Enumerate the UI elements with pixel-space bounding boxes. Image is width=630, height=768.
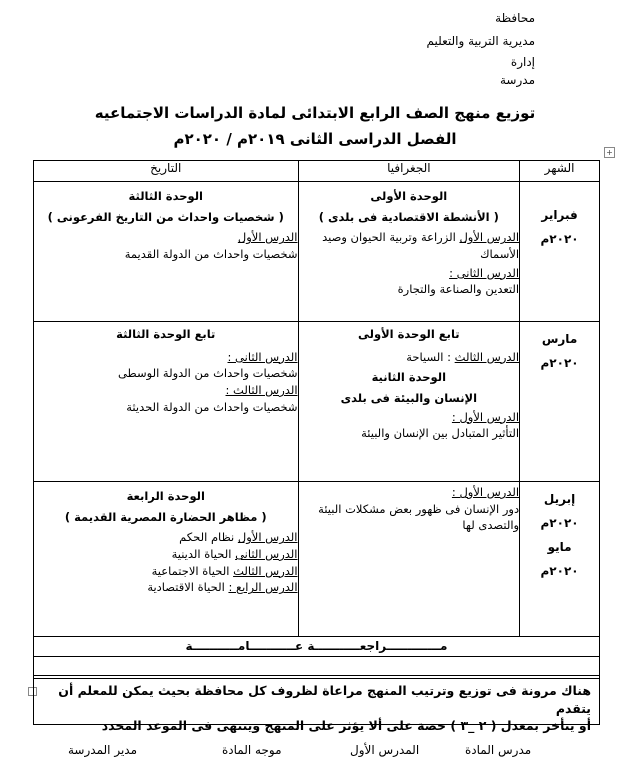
- lesson-label: الدرس الأول: [237, 530, 298, 545]
- unit-subtitle: ( شخصيات واحداث من التاريخ الفرعونى ): [47, 209, 284, 224]
- lesson-text: : السياحة: [406, 349, 451, 364]
- lesson-text: الحياة الدينية: [171, 547, 232, 562]
- year-label: ٢٠٢٠م: [540, 232, 579, 246]
- month-cell: [520, 482, 600, 637]
- review-row: [34, 637, 600, 657]
- lesson-text: شخصيات واحداث من الدولة الحديثة: [126, 399, 298, 414]
- header-geography: الجغرافيا: [298, 161, 520, 182]
- year-label: ٢٠٢٠م: [540, 564, 579, 578]
- geo-cell: [298, 182, 520, 322]
- unit-title: الوحدة الثالثة: [128, 189, 203, 203]
- unit-subtitle: ( مظاهر الحضارة المصرية القديمة ): [64, 509, 267, 524]
- table-row: [34, 482, 600, 637]
- lesson-line: [34, 546, 298, 563]
- signature-teacher: مدرس المادة: [465, 743, 532, 757]
- lesson-label: الدرس الثالث: [233, 563, 298, 578]
- header-month: الشهر: [520, 161, 600, 182]
- month-cell: [520, 182, 600, 322]
- lesson-label: الدرس الثانى :: [227, 349, 298, 364]
- lesson-line: [34, 579, 298, 596]
- lesson-label: الدرس الأول :: [451, 485, 520, 499]
- lesson-line: [299, 349, 520, 366]
- month-label: إبريل: [543, 492, 576, 506]
- table-row: [34, 182, 600, 322]
- lesson-text: دور الإنسان فى ظهور بعض مشكلات البيئة والتصدى لها: [318, 501, 520, 533]
- lesson-label: الدرس الثانى: [235, 547, 298, 562]
- lesson-text: شخصيات واحداث من الدولة الوسطى: [117, 366, 298, 381]
- geo-cell: [298, 482, 520, 637]
- lesson-label: الدرس الأول :: [451, 409, 520, 424]
- note-box: [33, 675, 600, 733]
- curriculum-table: [33, 160, 600, 679]
- lesson-label: الدرس الثانى :: [449, 265, 520, 280]
- unit-title: تابع الوحدة الثالثة: [116, 327, 216, 341]
- unit-subtitle: الإنسان والبيئة فى بلدى: [340, 391, 478, 406]
- header-history: التاريخ: [34, 161, 299, 182]
- review-cell: [34, 637, 600, 657]
- header-governorate: محافظة: [495, 11, 535, 25]
- unit-title: الوحدة الأولى: [370, 189, 448, 203]
- lesson-line: [299, 229, 520, 262]
- lesson-label: الدرس الثالث: [454, 349, 520, 364]
- lesson-label: الدرس الثالث :: [225, 383, 298, 398]
- geo-cell: [298, 322, 520, 482]
- lesson-text: الحياة الاجتماعية: [151, 563, 230, 578]
- history-cell: [34, 322, 299, 482]
- lesson-text: التأثير المتبادل بين الإنسان والبيئة: [361, 426, 520, 441]
- lesson-line: [34, 563, 298, 580]
- lesson-text: نظام الحكم: [179, 530, 235, 545]
- lesson-text: شخصيات واحداث من الدولة القديمة: [124, 247, 298, 262]
- month-cell: [520, 322, 600, 482]
- note-line: هناك مرونة فى توزيع وترتيب المنهج مراعاة لظروف كل محافظة بحيث يمكن للمعلم أن يتقدم: [58, 683, 591, 716]
- table-row: [34, 322, 600, 482]
- page-title: توزيع منهج الصف الرابع الابتدائى لمادة الدراسات الاجتماعيه: [94, 104, 536, 122]
- table-move-handle-icon[interactable]: +: [604, 147, 615, 158]
- lesson-label: الدرس الأول: [459, 230, 520, 245]
- lesson-text: الزراعة وتربية الحيوان وصيد الأسماك: [322, 230, 520, 262]
- history-cell: [34, 182, 299, 322]
- review-text: مـــــــــــــراجعـــــــــــة عـــــــــــامـــــــــــة: [185, 639, 448, 653]
- header-administration: إدارة: [510, 55, 535, 69]
- unit-subtitle: ( الأنشطة الاقتصادية فى بلدى ): [318, 209, 499, 224]
- table-header-row: [34, 161, 600, 182]
- signature-principal: مدير المدرسة: [68, 743, 138, 757]
- lesson-line: [34, 529, 298, 546]
- header-school: مدرسة: [499, 73, 535, 87]
- month-label: فبراير: [541, 208, 578, 222]
- page-subtitle: الفصل الدراسى الثانى ٢٠١٩م / ٢٠٢٠م: [173, 130, 457, 148]
- month-label: مارس: [541, 332, 578, 346]
- lesson-text: الحياة الاقتصادية: [147, 580, 225, 595]
- unit-title: تابع الوحدة الأولى: [358, 327, 460, 341]
- lesson-label: الدرس الأول: [237, 230, 298, 245]
- unit-title: الوحدة الرابعة: [126, 489, 205, 503]
- header-directorate: مديرية التربية والتعليم: [426, 34, 535, 48]
- month-label: مايو: [547, 540, 572, 554]
- signature-first-teacher: المدرس الأول: [350, 743, 420, 757]
- signature-supervisor: موجه المادة: [222, 743, 282, 757]
- year-label: ٢٠٢٠م: [540, 516, 579, 530]
- unit-title: الوحدة الثانية: [371, 370, 447, 385]
- note-line: أو يتأخر بمعدل ( ٢ _٣ ) حصة على ألا يؤثر على المنهج وينتهى فى الموعد المحدد: [101, 718, 591, 733]
- lesson-label: الدرس الرابع :: [228, 580, 298, 595]
- history-cell: [34, 482, 299, 637]
- lesson-text: التعدين والصناعة والتجارة: [397, 282, 520, 297]
- year-label: ٢٠٢٠م: [540, 356, 579, 370]
